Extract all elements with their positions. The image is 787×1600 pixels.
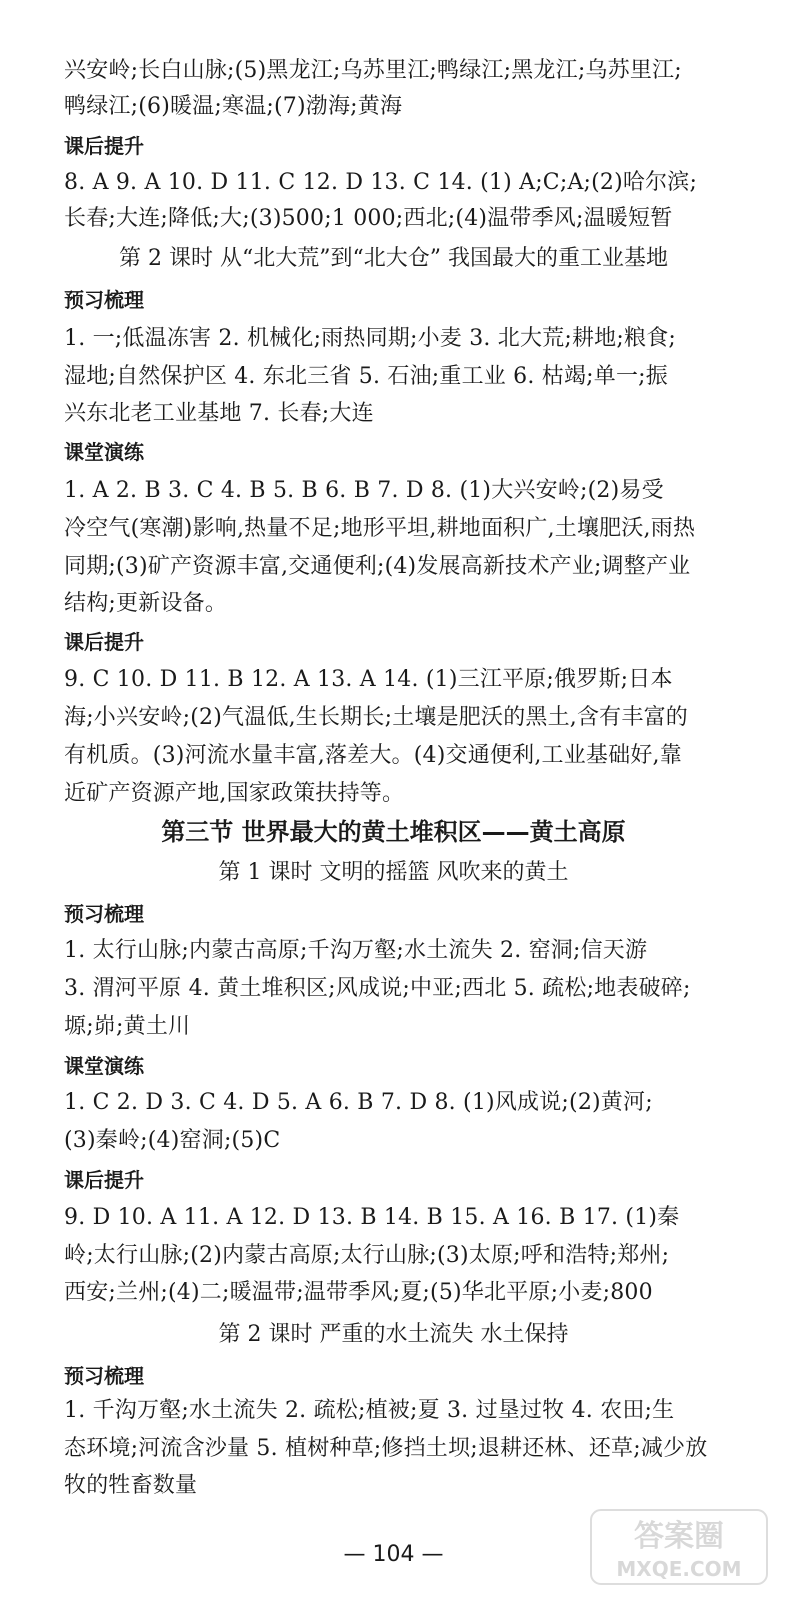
watermark-top-text: 答案圈 <box>634 1519 724 1554</box>
text-line: 有机质。(3)河流水量丰富,落差大。(4)交通便利,工业基础好,靠 <box>64 743 682 768</box>
text-line: 1. A 2. B 3. C 4. B 5. B 6. B 7. D 8. (1)大兴安岭;(2)易受 <box>64 478 664 503</box>
text-line: 塬;峁;黄土川 <box>64 1014 191 1039</box>
text-line: 长春;大连;降低;大;(3)500;1 000;西北;(4)温带季风;温暖短暂 <box>64 206 673 231</box>
lesson-title: 第 2 课时 从“北大荒”到“北大仓” 我国最大的重工业基地 <box>119 246 668 271</box>
text-line: 西安;兰州;(4)二;暖温带;温带季风;夏;(5)华北平原;小麦;800 <box>64 1280 653 1305</box>
text-line: 同期;(3)矿产资源丰富,交通便利;(4)发展高新技术产业;调整产业 <box>64 554 691 579</box>
heading-after-class: 课后提升 <box>64 134 144 158</box>
text-line: 牧的牲畜数量 <box>64 1473 198 1498</box>
watermark-logo <box>589 1508 769 1586</box>
text-line: 9. D 10. A 11. A 12. D 13. B 14. B 15. A 16. B 17. (1)秦 <box>64 1205 680 1230</box>
heading-preview: 预习梳理 <box>64 1364 144 1388</box>
heading-preview: 预习梳理 <box>64 288 144 312</box>
watermark-bottom-text: MXQE.COM <box>616 1557 742 1581</box>
text-line: 冷空气(寒潮)影响,热量不足;地形平坦,耕地面积广,土壤肥沃,雨热 <box>64 516 696 541</box>
text-line: 3. 渭河平原 4. 黄土堆积区;风成说;中亚;西北 5. 疏松;地表破碎; <box>64 976 691 1001</box>
heading-practice: 课堂演练 <box>64 1054 144 1078</box>
page-number: — 104 — <box>343 1542 444 1567</box>
text-line: 海;小兴安岭;(2)气温低,生长期长;土壤是肥沃的黑土,含有丰富的 <box>64 705 688 730</box>
text-line: 结构;更新设备。 <box>64 591 228 616</box>
heading-after-class: 课后提升 <box>64 1168 144 1192</box>
heading-preview: 预习梳理 <box>64 902 144 926</box>
text-line: 9. C 10. D 11. B 12. A 13. A 14. (1)三江平原;俄罗斯;日本 <box>64 667 673 692</box>
text-line: 1. 太行山脉;内蒙古高原;千沟万壑;水土流失 2. 窑洞;信天游 <box>64 938 648 963</box>
text-line: 岭;太行山脉;(2)内蒙古高原;太行山脉;(3)太原;呼和浩特;郑州; <box>64 1243 670 1268</box>
text-line: 鸭绿江;(6)暖温;寒温;(7)渤海;黄海 <box>64 94 403 119</box>
text-line: 态环境;河流含沙量 5. 植树种草;修挡土坝;退耕还林、还草;减少放 <box>64 1436 708 1461</box>
lesson-title: 第 1 课时 文明的摇篮 风吹来的黄土 <box>218 860 569 885</box>
section-title: 第三节 世界最大的黄土堆积区——黄土高原 <box>161 818 626 846</box>
text-line: 近矿产资源产地,国家政策扶持等。 <box>64 781 405 806</box>
text-line: 兴安岭;长白山脉;(5)黑龙江;乌苏里江;鸭绿江;黑龙江;乌苏里江; <box>64 58 682 83</box>
text-line: 兴东北老工业基地 7. 长春;大连 <box>64 401 374 426</box>
text-line: 8. A 9. A 10. D 11. C 12. D 13. C 14. (1) A;C;A;(2)哈尔滨; <box>64 170 698 195</box>
text-line: (3)秦岭;(4)窑洞;(5)C <box>64 1128 281 1153</box>
text-line: 湿地;自然保护区 4. 东北三省 5. 石油;重工业 6. 枯竭;单一;振 <box>64 364 668 389</box>
text-line: 1. C 2. D 3. C 4. D 5. A 6. B 7. D 8. (1)风成说;(2)黄河; <box>64 1090 653 1115</box>
heading-practice: 课堂演练 <box>64 440 144 464</box>
heading-after-class: 课后提升 <box>64 630 144 654</box>
text-line: 1. 千沟万壑;水土流失 2. 疏松;植被;夏 3. 过垦过牧 4. 农田;生 <box>64 1398 675 1423</box>
lesson-title: 第 2 课时 严重的水土流失 水土保持 <box>218 1322 569 1347</box>
text-line: 1. 一;低温冻害 2. 机械化;雨热同期;小麦 3. 北大荒;耕地;粮食; <box>64 326 677 351</box>
